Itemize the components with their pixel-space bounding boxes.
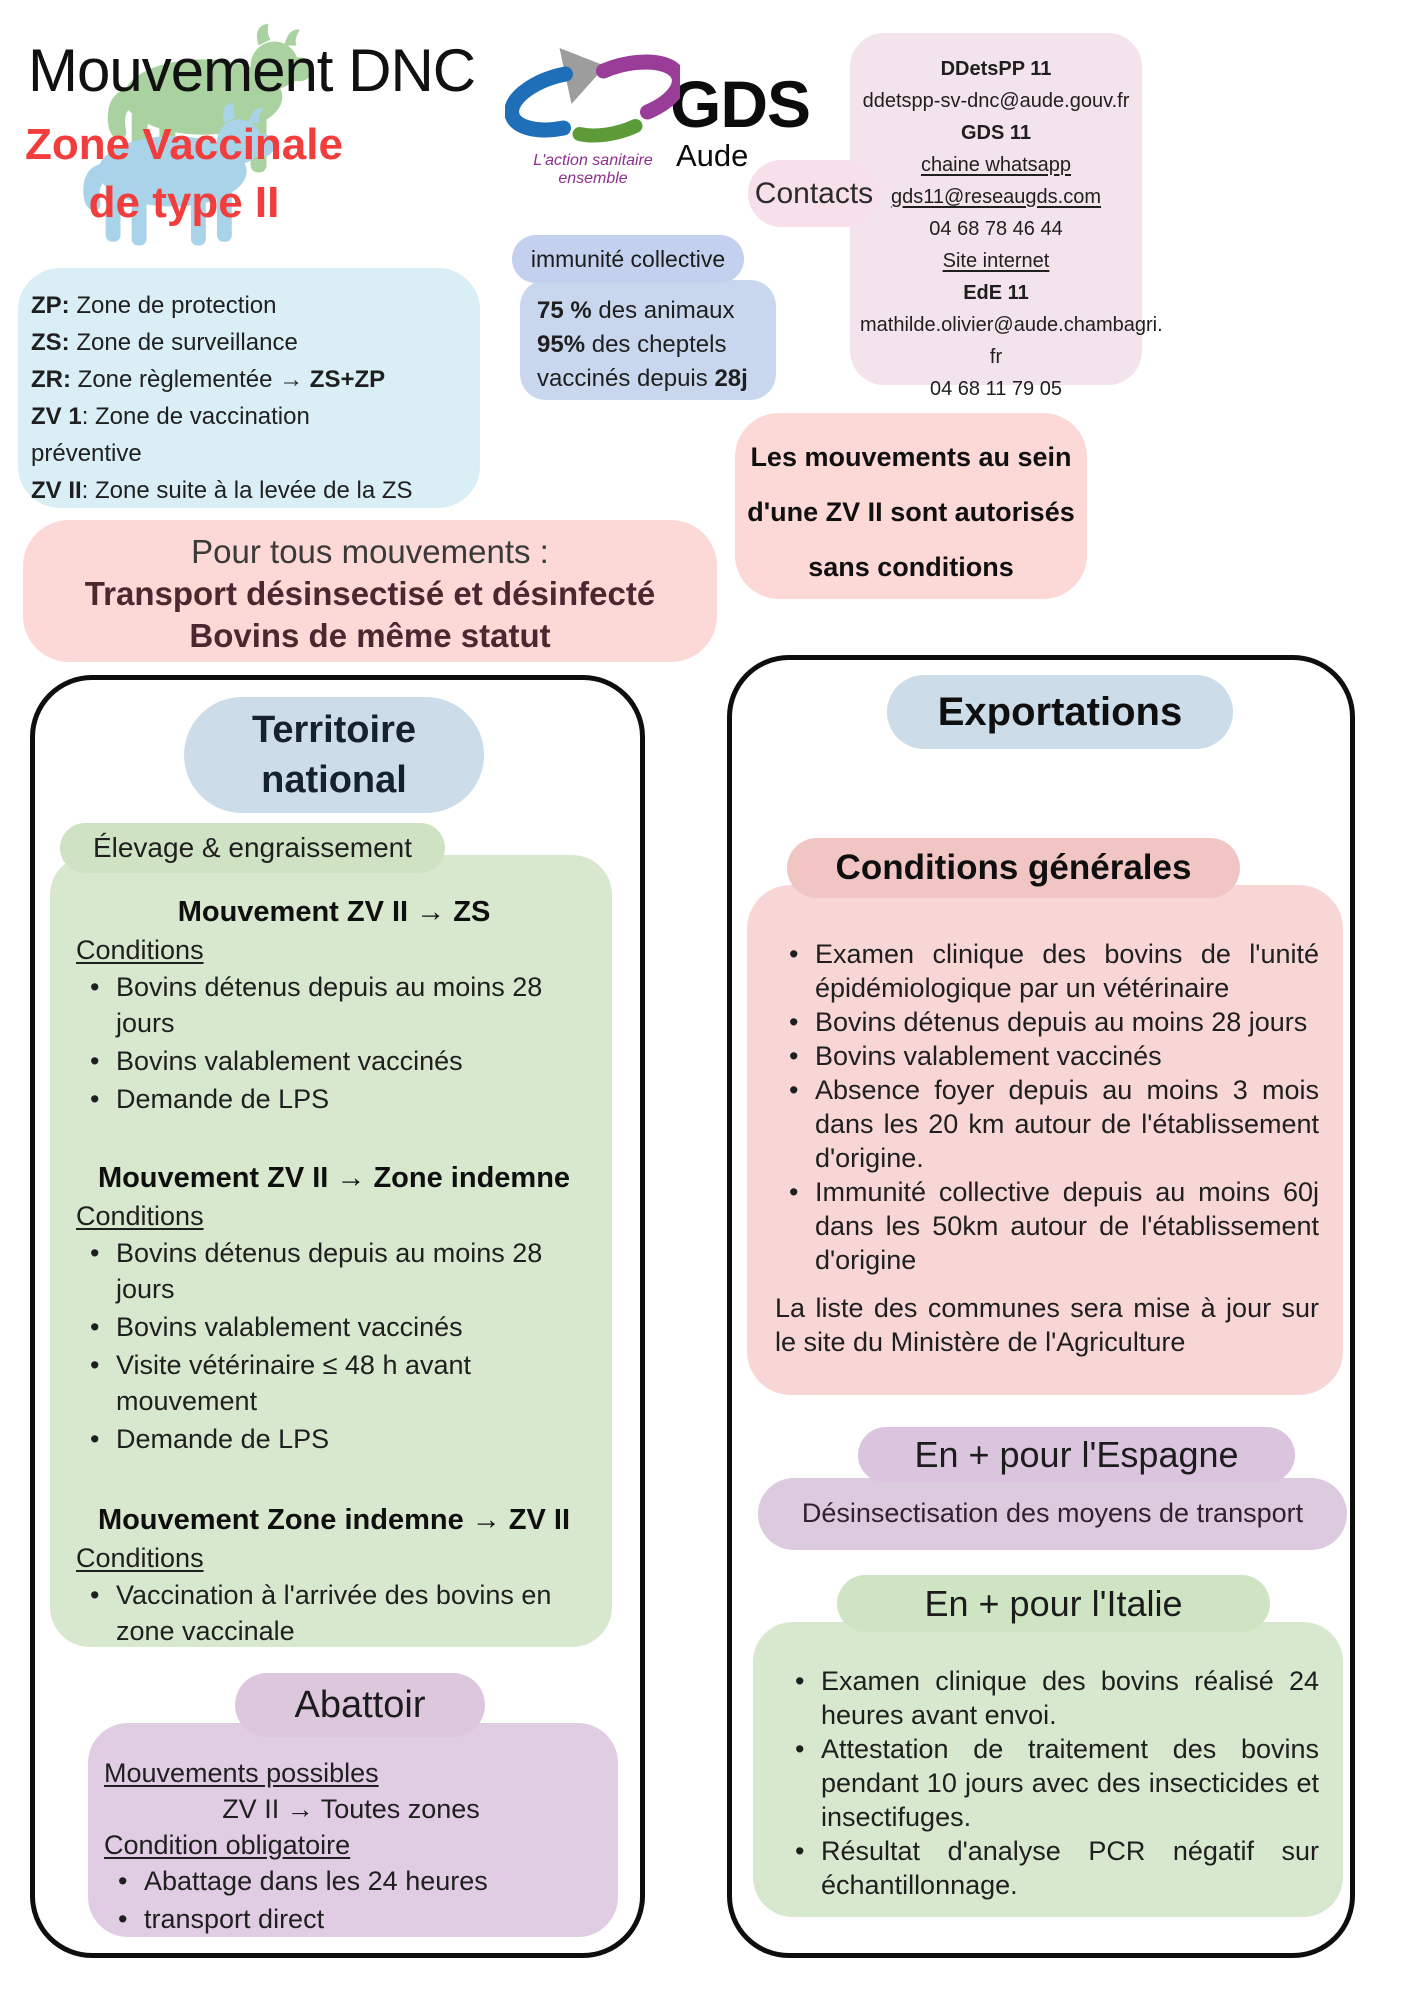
page-title: Mouvement DNC [28,37,476,104]
collective-immunity-pill [512,235,744,283]
movement-heading: Mouvement ZV II → Zone indemne [97,1162,571,1194]
zv2-note-line: Les mouvements au sein [750,442,1072,472]
exports-title: Exportations [937,689,1183,734]
general-conditions-pill [787,838,1240,898]
zone-definition-line: ZV 1: Zone de vaccination [31,403,310,430]
condition-bullet: • Bovins détenus depuis au moins 28 jours [116,969,592,1041]
general-conditions-title: Conditions générales [835,848,1192,887]
contacts-pill [748,160,880,227]
spain-extra-title: En + pour l'Espagne [914,1434,1239,1475]
zv2-authorized-note [735,413,1087,599]
italy-condition-bullet: • Examen clinique des bovins réalisé 24 heures avant envoi. [821,1664,1319,1732]
general-conditions-box [747,885,1343,1395]
slaughterhouse-bullet: • Abattage dans les 24 heures [144,1863,598,1899]
contact-line: 04 68 11 79 05 [930,378,1062,400]
territory-title-line2: national [261,759,407,801]
contact-link[interactable]: Site internet [942,250,1050,272]
movement-section [76,1501,592,1649]
communes-list-note: La liste des communes sera mise à jour sur le site du Ministère de l'Agriculture [775,1293,1319,1357]
slaughterhouse-pill [235,1673,485,1737]
conditions-label: Conditions [76,935,204,965]
subtitle-line2: de type II [88,178,280,227]
spain-extra-box [758,1478,1347,1550]
immunity-stat-line: vaccinés depuis 28j [537,365,748,392]
zone-definition-line: ZP: Zone de protection [31,292,277,319]
gds-wordmark: GDS [670,67,811,141]
contact-line: ddetspp-sv-dnc@aude.gouv.fr [862,90,1130,112]
immunity-stat-line: 75 % des animaux [537,297,735,324]
conditions-label: Conditions [76,1543,204,1573]
conditions-label: Conditions [76,1201,204,1231]
contact-line: fr [989,346,1003,368]
zv2-note-line: d'une ZV II sont autorisés [747,497,1075,527]
gds-tagline: L'action sanitaire ensemble [533,152,653,187]
general-condition-bullet: • Absence foyer depuis au moins 3 mois dans les 20 km autour de l'établissement d'origine. [815,1073,1319,1175]
gds-region-label: Aude [676,138,749,173]
slaughterhouse-bullet: • transport direct [144,1901,598,1937]
gds-logo-icon [505,46,680,150]
zone-definitions-box [18,268,480,508]
contact-link[interactable]: gds11@reseaugds.com [890,186,1102,208]
italy-condition-bullet: • Attestation de traitement des bovins pendant 10 jours avec des insecticides et insectifuges. [821,1732,1319,1834]
territory-title-line1: Territoire [251,709,416,751]
general-condition-bullet: • Bovins valablement vaccinés [815,1039,1319,1073]
all-movements-rule1: Transport désinsectisé et désinfecté [84,575,656,612]
general-condition-bullet: • Examen clinique des bovins de l'unité épidémiologique par un vétérinaire [815,937,1319,1005]
immunity-stats-box [520,280,776,400]
zv2-note-line: sans conditions [808,552,1014,582]
possible-movements-label: Mouvements possibles [104,1758,379,1788]
breeding-fattening-label: Élevage & engraissement [92,832,413,863]
contact-line: 04 68 78 46 44 [929,218,1063,240]
exports-title-pill [887,675,1233,749]
all-movements-box [23,520,717,662]
mandatory-condition-label: Condition obligatoire [104,1830,351,1860]
general-condition-bullet: • Bovins détenus depuis au moins 28 jours [815,1005,1319,1039]
condition-bullet: • Bovins valablement vaccinés [116,1043,592,1079]
slaughterhouse-box [88,1723,618,1937]
contacts-box [850,33,1163,400]
page-subtitle [0,116,368,232]
contact-line: EdE 11 [963,282,1029,304]
contact-line: mathilde.olivier@aude.chambagri. [860,314,1163,336]
zone-definition-line: ZR: Zone règlementée → ZS+ZP [31,366,386,393]
zone-definition-line: ZV II: Zone suite à la levée de la ZS [31,477,413,504]
territory-movements-box [50,855,612,1647]
condition-bullet: • Bovins valablement vaccinés [116,1309,592,1345]
condition-bullet: • Bovins détenus depuis au moins 28 jours [116,1235,592,1307]
general-condition-bullet: • Immunité collective depuis au moins 60j dans les 50km autour de l'établissement d'origine [815,1175,1319,1277]
contact-line: GDS 11 [960,122,1032,144]
italy-extra-pill [837,1575,1270,1632]
condition-bullet: • Visite vétérinaire ≤ 48 h avant mouvement [116,1347,592,1419]
territory-title-pill [184,697,484,813]
zone-definition-line: ZS: Zone de surveillance [31,329,298,356]
movement-section [76,893,592,1117]
movement-heading: Mouvement Zone indemne → ZV II [97,1504,571,1536]
condition-bullet: • Demande de LPS [116,1081,592,1117]
movement-section [76,1159,592,1457]
all-movements-intro: Pour tous mouvements : [191,533,549,570]
italy-condition-bullet: • Résultat d'analyse PCR négatif sur échantillonnage. [821,1834,1319,1902]
italy-extra-box [753,1622,1343,1917]
condition-bullet: • Vaccination à l'arrivée des bovins en zone vaccinale [116,1577,592,1649]
contact-line: DDetsPP 11 [940,58,1052,80]
spain-extra-note: Désinsectisation des moyens de transport [801,1498,1304,1528]
contacts-label: Contacts [754,176,874,210]
possible-movements-value: ZV II → Toutes zones [222,1794,480,1824]
subtitle-line1: Zone Vaccinale [25,120,343,169]
condition-bullet: • Demande de LPS [116,1421,592,1457]
italy-extra-title: En + pour l'Italie [924,1582,1183,1624]
immunity-stat-line: 95% des cheptels [537,331,727,358]
collective-immunity-label: immunité collective [530,245,726,272]
spain-extra-pill [858,1427,1295,1483]
movement-heading: Mouvement ZV II → ZS [177,896,491,928]
breeding-fattening-pill [60,823,445,873]
zone-definition-line: préventive [31,440,142,467]
all-movements-rule2: Bovins de même statut [189,617,551,654]
slaughterhouse-title: Abattoir [294,1683,426,1726]
contact-link[interactable]: chaine whatsapp [920,154,1072,176]
